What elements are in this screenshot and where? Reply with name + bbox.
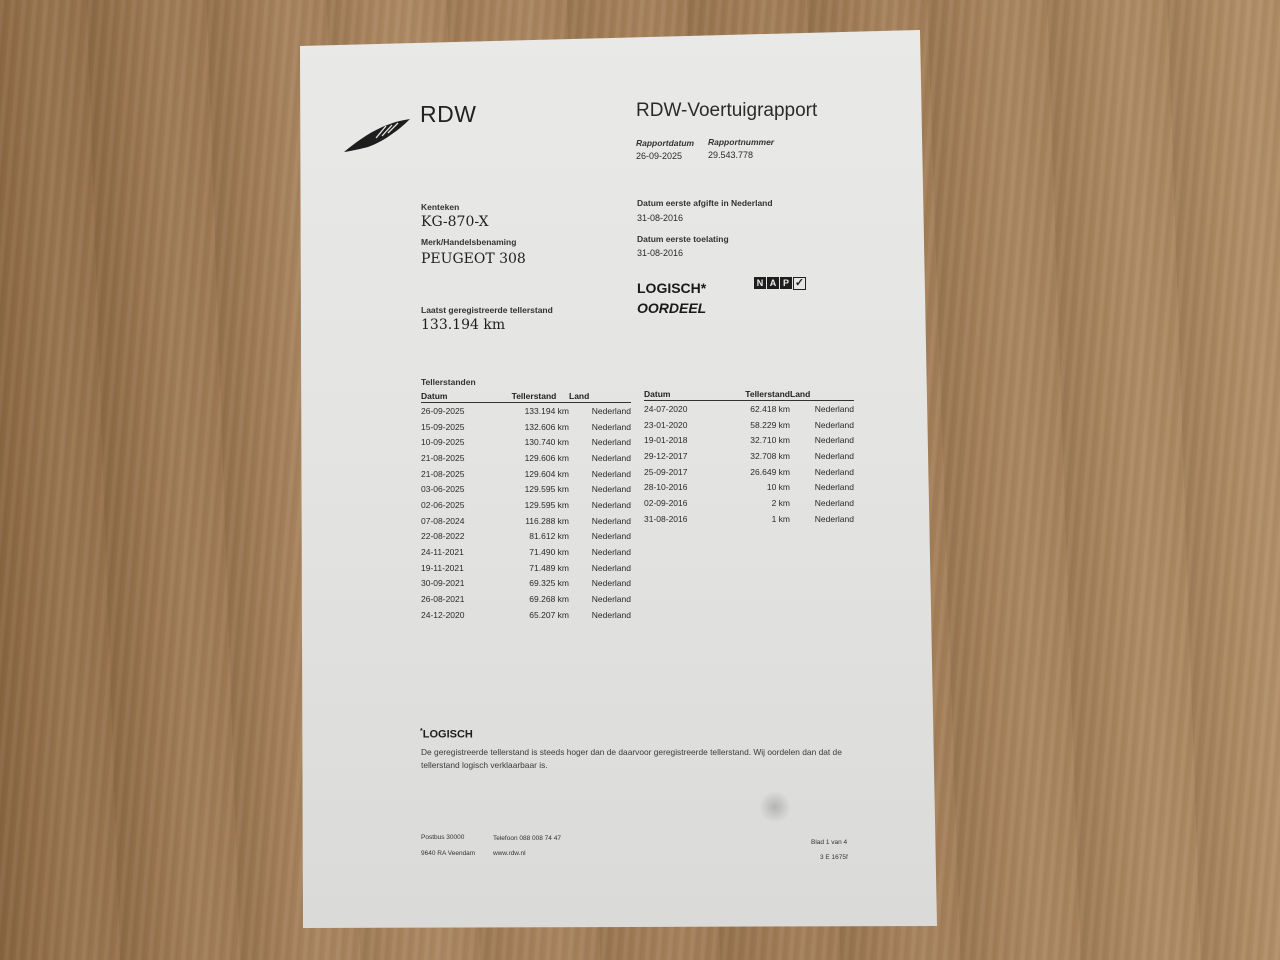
table-header-row <box>421 390 631 403</box>
report-number: 29.543.778 <box>708 150 754 160</box>
table-row <box>644 479 854 495</box>
footnote-title-text: LOGISCH <box>422 728 473 741</box>
first-issue-nl-label: Datum eerste afgifte in Nederland <box>637 198 773 208</box>
footer-phone: Telefoon 088 008 74 47 <box>493 835 561 842</box>
cell-date: 21-08-2025 <box>421 468 465 479</box>
column-header-country: Land <box>569 390 631 403</box>
table-row <box>421 529 631 545</box>
report-number-label: Rapportnummer <box>708 137 775 147</box>
report-date: 26-09-2025 <box>636 151 683 161</box>
footer-address-2: 9640 RA Veendam <box>421 850 476 857</box>
nap-badge <box>754 277 806 290</box>
cell-odometer: 133.194 km <box>524 405 569 416</box>
cell-date: 07-08-2024 <box>421 515 465 526</box>
cell-date: 24-12-2020 <box>421 609 465 620</box>
cell-odometer: 130.740 km <box>524 437 569 448</box>
footnote-text: De geregistreerde tellerstand is steeds hoger dan de daarvoor geregistreerde tellerstand. Wij oordelen dan dat de tellerstand logisch verklaarbaar is. <box>421 747 842 770</box>
first-admission: 31-08-2016 <box>637 248 684 258</box>
verdict-value: LOGISCH* <box>637 280 707 296</box>
cell-odometer: 71.490 km <box>529 547 569 558</box>
cell-odometer: 129.595 km <box>524 499 569 510</box>
table-row <box>421 450 631 466</box>
odometer-table-left <box>421 390 631 623</box>
cell-odometer: 2 km <box>771 497 790 508</box>
nap-letter: P <box>780 277 792 289</box>
verdict-label: OORDEEL <box>637 300 707 316</box>
column-header-date: Datum <box>421 390 499 403</box>
footer-code: 3 E 1675f <box>820 854 848 861</box>
column-header-odometer: Tellerstand <box>499 390 569 403</box>
column-header-odometer: Tellerstand <box>728 388 790 401</box>
footer-page-number: Blad 1 van 4 <box>811 839 848 846</box>
odometer-table-title: Tellerstanden <box>421 377 476 387</box>
cell-country: Nederland <box>591 578 631 589</box>
table-row <box>421 513 631 529</box>
cell-date: 30-09-2021 <box>421 578 465 589</box>
cell-odometer: 62.418 km <box>750 403 790 414</box>
cell-date: 31-08-2016 <box>644 513 688 524</box>
odometer-label: Laatst geregistreerde tellerstand <box>421 305 553 315</box>
make-label: Merk/Handelsbenaming <box>421 237 517 247</box>
cell-date: 28-10-2016 <box>644 482 688 493</box>
make: PEUGEOT 308 <box>421 251 526 267</box>
cell-date: 24-07-2020 <box>644 403 688 414</box>
footer-address-1: Postbus 30000 <box>421 834 465 841</box>
cell-odometer: 132.606 km <box>524 421 569 432</box>
cell-odometer: 32.708 km <box>750 450 790 461</box>
cell-date: 02-06-2025 <box>421 499 465 510</box>
table-row <box>644 432 854 448</box>
odometer-table-right <box>644 388 854 527</box>
cell-odometer: 69.268 km <box>529 594 569 605</box>
cell-date: 22-08-2022 <box>421 531 465 542</box>
cell-country: Nederland <box>814 450 854 461</box>
cell-date: 24-11-2021 <box>421 547 464 558</box>
cell-date: 25-09-2017 <box>644 466 688 477</box>
table-row <box>421 544 631 560</box>
cell-country: Nederland <box>591 531 631 542</box>
table-row <box>421 419 631 435</box>
cell-odometer: 26.649 km <box>750 466 790 477</box>
rdw-logo-icon <box>342 116 412 154</box>
cell-country: Nederland <box>814 466 854 477</box>
cell-country: Nederland <box>591 515 631 526</box>
cell-date: 15-09-2025 <box>421 421 465 432</box>
table-row <box>421 466 631 482</box>
checkmark-icon: ✓ <box>794 277 805 289</box>
cell-country: Nederland <box>591 499 631 510</box>
table-row <box>644 448 854 464</box>
cell-odometer: 81.612 km <box>529 531 569 542</box>
cell-date: 02-09-2016 <box>644 497 688 508</box>
footnote-title <box>420 728 473 741</box>
cell-odometer: 10 km <box>766 482 790 493</box>
report-date-label: Rapportdatum <box>636 138 695 148</box>
column-header-country: Land <box>790 388 854 401</box>
cell-country: Nederland <box>814 482 854 493</box>
cell-odometer: 129.606 km <box>524 452 569 463</box>
cell-date: 10-09-2025 <box>421 437 465 448</box>
first-issue-nl: 31-08-2016 <box>637 213 684 223</box>
cell-odometer: 71.489 km <box>529 562 569 573</box>
table-row <box>421 591 631 607</box>
table-row <box>644 401 854 417</box>
cell-date: 19-01-2018 <box>644 435 688 446</box>
footnote-marker: * <box>420 728 423 735</box>
table-row <box>421 403 631 419</box>
cell-date: 26-09-2025 <box>421 405 465 416</box>
first-admission-label: Datum eerste toelating <box>637 234 729 244</box>
cell-odometer: 65.207 km <box>529 609 569 620</box>
cell-odometer: 69.325 km <box>529 578 569 589</box>
cell-odometer: 58.229 km <box>750 419 790 430</box>
cell-country: Nederland <box>591 562 631 573</box>
table-row <box>421 607 631 623</box>
cell-date: 29-12-2017 <box>644 450 688 461</box>
column-header-date: Datum <box>644 388 728 401</box>
cell-date: 21-08-2025 <box>421 452 465 463</box>
table-row <box>644 511 854 527</box>
cell-country: Nederland <box>814 497 854 508</box>
cell-country: Nederland <box>814 435 854 446</box>
cell-country: Nederland <box>591 405 631 416</box>
table-row <box>421 481 631 497</box>
cell-date: 23-01-2020 <box>644 419 688 430</box>
odometer-value: 133.194 km <box>421 317 506 333</box>
cell-country: Nederland <box>814 513 854 524</box>
table-row <box>421 560 631 576</box>
table-row <box>421 434 631 450</box>
table-row <box>644 495 854 511</box>
cell-country: Nederland <box>591 421 631 432</box>
nap-letter: N <box>754 277 766 289</box>
table-row <box>644 417 854 433</box>
table-row <box>421 497 631 513</box>
plate-label: Kenteken <box>421 202 460 212</box>
cell-odometer: 129.595 km <box>524 484 569 495</box>
cell-date: 19-11-2021 <box>421 562 464 573</box>
cell-country: Nederland <box>814 403 854 414</box>
plate: KG-870-X <box>421 214 489 230</box>
cell-country: Nederland <box>591 452 631 463</box>
cell-country: Nederland <box>591 437 631 448</box>
cell-odometer: 129.604 km <box>524 468 569 479</box>
cell-country: Nederland <box>591 594 631 605</box>
cell-odometer: 116.288 km <box>525 515 569 526</box>
table-header-row <box>644 388 854 401</box>
cell-country: Nederland <box>591 547 631 558</box>
cell-country: Nederland <box>814 419 854 430</box>
table-row <box>644 464 854 480</box>
nap-letter: A <box>767 277 779 289</box>
cell-country: Nederland <box>591 484 631 495</box>
footer-website: www.rdw.nl <box>493 850 526 857</box>
report-title: RDW-Voertuigrapport <box>636 100 818 121</box>
table-row <box>421 576 631 592</box>
cell-date: 03-06-2025 <box>421 484 465 495</box>
paper-smudge <box>760 790 790 824</box>
cell-date: 26-08-2021 <box>421 594 465 605</box>
cell-country: Nederland <box>591 609 631 620</box>
cell-odometer: 1 km <box>771 513 790 524</box>
brand-name: RDW <box>420 101 477 127</box>
cell-country: Nederland <box>591 468 631 479</box>
cell-odometer: 32.710 km <box>750 435 790 446</box>
